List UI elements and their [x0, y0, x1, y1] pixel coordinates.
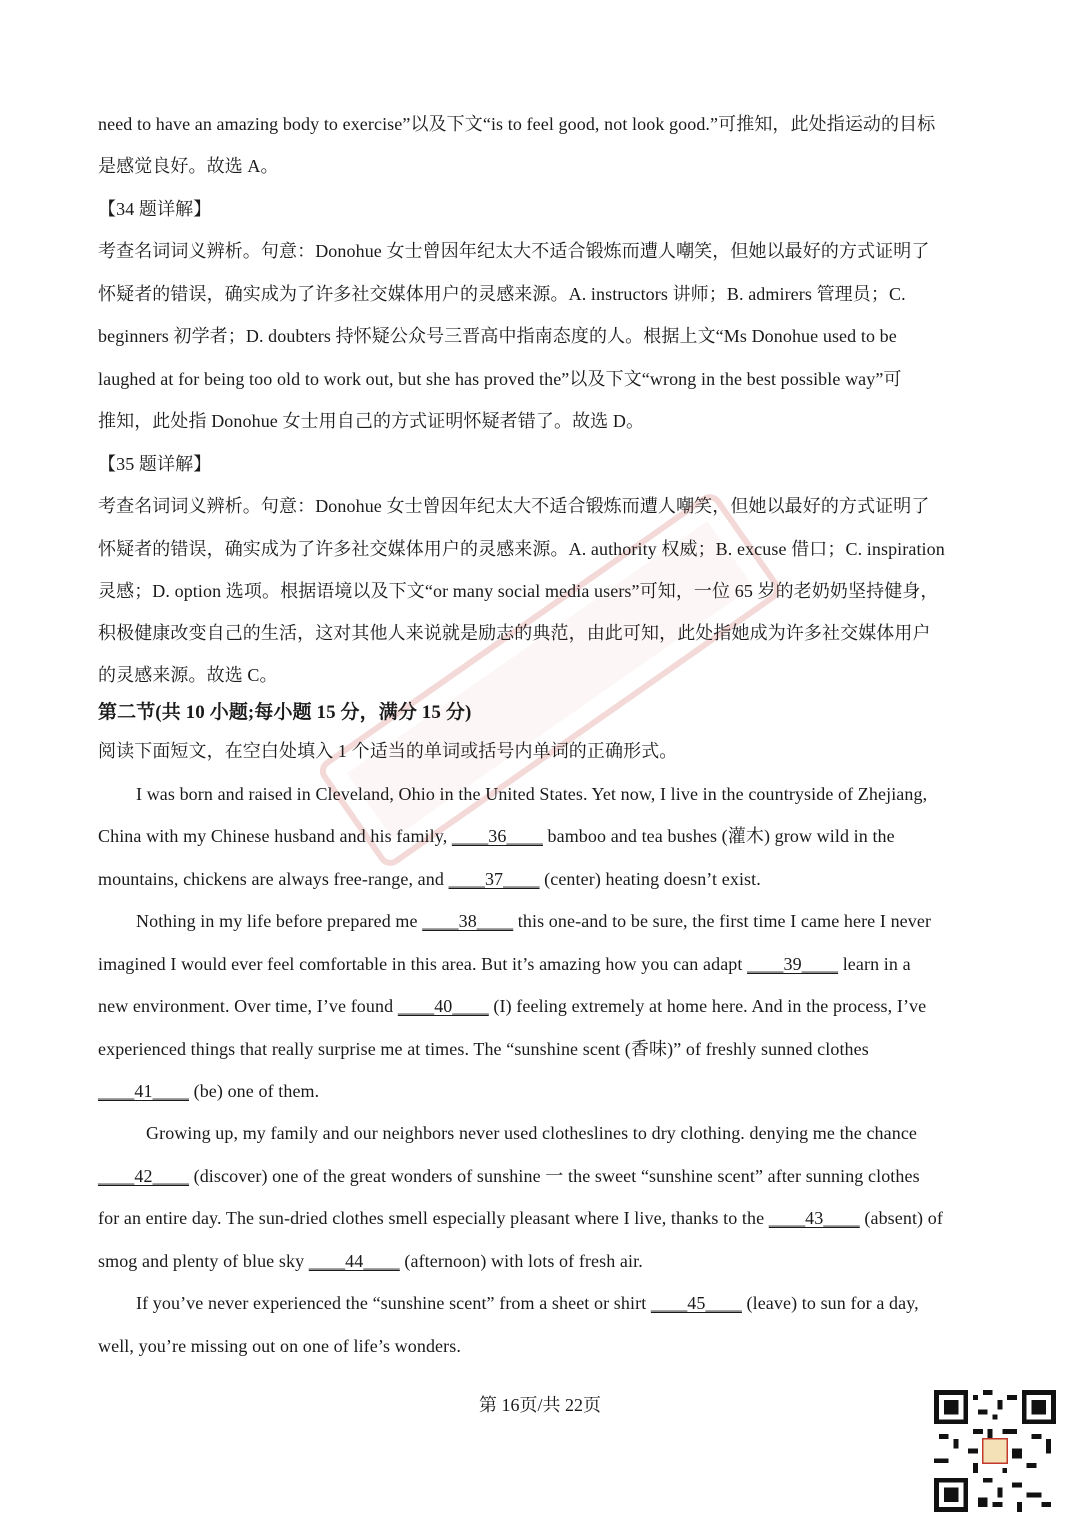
blank-41: ____41____ [98, 1081, 189, 1101]
passage-text: smog and plenty of blue sky [98, 1251, 309, 1271]
passage-text: (afternoon) with lots of fresh air. [399, 1251, 643, 1271]
blank-45: ____45____ [650, 1293, 742, 1313]
passage-line: experienced things that really surprise me at times. The “sunshine scent (香味)” of freshly sunned clothes [98, 1039, 869, 1059]
passage-line [98, 1163, 920, 1189]
passage-text: (be) one of them. [189, 1081, 320, 1101]
passage-text: Nothing in my life before prepared me [136, 911, 423, 931]
text-line: 灵感；D. option 选项。根据语境以及下文“or many social media users”可知，一位 65 岁的老奶奶坚持健身， [98, 581, 939, 601]
blank-40: ____40____ [397, 996, 489, 1016]
instruction: 阅读下面短文，在空白处填入 1 个适当的单词或括号内单词的正确形式。 [98, 741, 678, 761]
passage-line [98, 951, 911, 977]
passage-line [136, 1290, 919, 1316]
passage-text: (discover) one of the great wonders of sunshine 一 the sweet “sunshine scent” after sunning clothes [189, 1166, 920, 1186]
passage-text: imagined I would ever feel comfortable in this area. But it’s amazing how you can adapt [98, 954, 748, 974]
text-line: 推知，此处指 Donohue 女士用自己的方式证明怀疑者错了。故选 D。 [98, 411, 645, 431]
passage-text: bamboo and tea bushes (灌木) grow wild in the [542, 826, 895, 846]
qr-code-icon [934, 1390, 1056, 1512]
page-number: 第 16页/共 22页 [478, 1395, 601, 1415]
blank-37: ____37____ [448, 869, 540, 889]
text-line: 是感觉良好。故选 A。 [98, 156, 279, 176]
blank-43: ____43____ [768, 1208, 860, 1228]
section-title: 第二节(共 10 小题;每小题 15 分，满分 15 分) [98, 702, 472, 723]
text-line: 怀疑者的错误，确实成为了许多社交媒体用户的灵感来源。A. instructors 讲师；B. admirers 管理员；C. [98, 284, 906, 304]
passage-text: (absent) of [859, 1208, 943, 1228]
passage-text: new environment. Over time, I’ve found [98, 996, 398, 1016]
passage-text: mountains, chickens are always free-range, and [98, 869, 449, 889]
passage-text: (center) heating doesn’t exist. [539, 869, 761, 889]
text-line: 考查名词词义辨析。句意：Donohue 女士曾因年纪太大不适合锻炼而遭人嘲笑，但她以最好的方式证明了 [98, 496, 930, 516]
passage-text: this one-and to be sure, the first time I came here I never [513, 911, 932, 931]
section-heading-35: 【35 题详解】 [98, 454, 212, 474]
blank-44: ____44____ [308, 1251, 400, 1271]
blank-36: ____36____ [451, 826, 543, 846]
passage-line [98, 1248, 643, 1274]
passage-text: (leave) to sun for a day, [741, 1293, 919, 1313]
passage-line: I was born and raised in Cleveland, Ohio in the United States. Yet now, I live in the countryside of Zhejiang, [136, 784, 928, 804]
passage-line [98, 866, 761, 892]
blank-38: ____38____ [422, 911, 514, 931]
text-line: 怀疑者的错误，确实成为了许多社交媒体用户的灵感来源。A. authority 权威；B. excuse 借口；C. inspiration [98, 539, 945, 559]
text-line: need to have an amazing body to exercise”以及下文“is to feel good, not look good.”可推知，此处指运动的目标 [98, 114, 936, 134]
section-heading-34: 【34 题详解】 [98, 199, 212, 219]
passage-line [136, 908, 931, 934]
blank-39: ____39____ [747, 954, 839, 974]
text-line: laughed at for being too old to work out, but she has proved the”以及下文“wrong in the best possible way”可 [98, 369, 902, 389]
passage-text: learn in a [838, 954, 911, 974]
blank-42: ____42____ [98, 1166, 189, 1186]
passage-line: Growing up, my family and our neighbors never used clotheslines to dry clothing. denying me the chance [146, 1123, 918, 1143]
passage-line: well, you’re missing out on one of life’s wonders. [98, 1336, 461, 1356]
text-line: 考查名词词义辨析。句意：Donohue 女士曾因年纪太大不适合锻炼而遭人嘲笑，但她以最好的方式证明了 [98, 241, 930, 261]
passage-text: China with my Chinese husband and his family, [98, 826, 452, 846]
passage-text: If you’ve never experienced the “sunshine scent” from a sheet or shirt [136, 1293, 651, 1313]
passage-line [98, 1205, 943, 1231]
passage-text: (I) feeling extremely at home here. And in the process, I’ve [488, 996, 927, 1016]
passage-text: for an entire day. The sun-dried clothes smell especially pleasant where I live, thanks to the [98, 1208, 769, 1228]
text-line: 积极健康改变自己的生活，这对其他人来说就是励志的典范，由此可知，此处指她成为许多社交媒体用户 [98, 623, 931, 643]
passage-line [98, 1078, 319, 1104]
passage-line [98, 993, 926, 1019]
text-line: beginners 初学者；D. doubters 持怀疑公众号三晋高中指南态度的人。根据上文“Ms Donohue used to be [98, 326, 897, 346]
text-line: 的灵感来源。故选 C。 [98, 665, 278, 685]
passage-line [98, 823, 895, 849]
